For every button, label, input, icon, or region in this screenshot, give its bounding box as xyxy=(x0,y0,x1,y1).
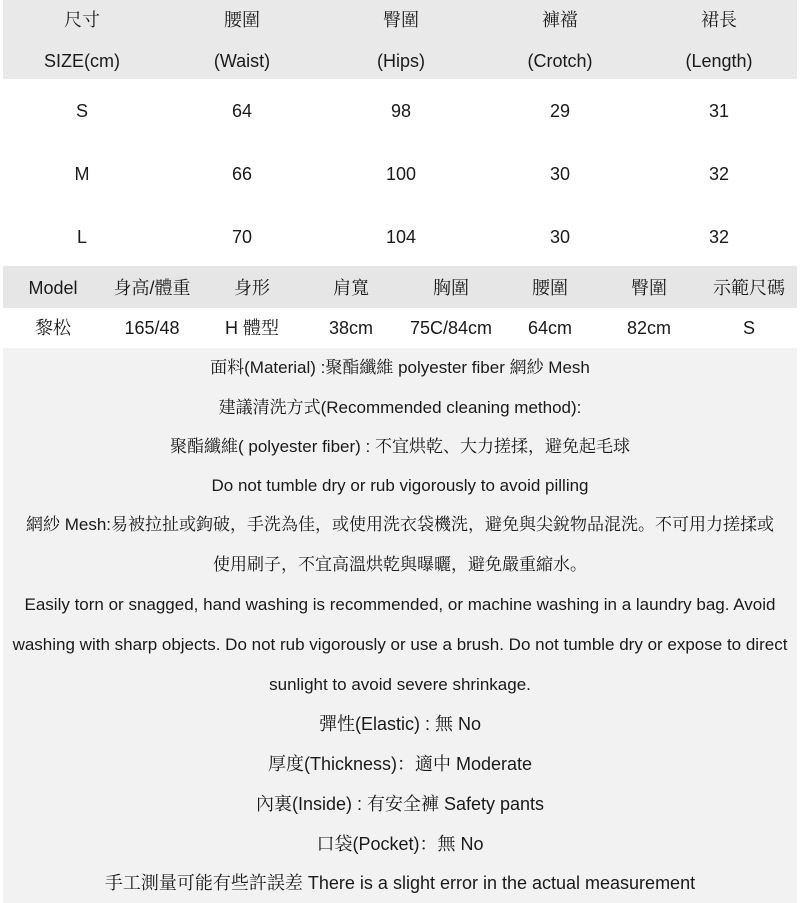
length-header-zh: 裙長 xyxy=(701,10,737,30)
table-cell: 29 xyxy=(549,101,571,121)
table-cell: 64 xyxy=(231,101,253,121)
model-header-cell: 臀圍 xyxy=(631,278,667,298)
model-cell: 82cm xyxy=(626,318,672,338)
pocket-line: 口袋(Pocket)：無 No xyxy=(316,834,484,854)
model-header-cell: 示範尺碼 xyxy=(713,278,785,298)
table-cell: 31 xyxy=(708,101,730,121)
model-header-cell: Model xyxy=(28,278,78,298)
waist-header-zh: 腰圍 xyxy=(224,10,260,30)
polyester-care-en: Do not tumble dry or rub vigorously to avoid pilling xyxy=(211,476,589,495)
size-header-en: SIZE(cm) xyxy=(44,51,120,71)
crotch-header-zh: 褲襠 xyxy=(542,10,578,30)
model-table-row xyxy=(3,308,797,348)
mesh-care-zh-line2: 使用刷子，不宜高溫烘乾與曝曬，避免嚴重縮水。 xyxy=(213,555,587,574)
mesh-care-en-line3: sunlight to avoid severe shrinkage. xyxy=(269,675,531,694)
model-cell: 38cm xyxy=(328,318,374,338)
table-cell: M xyxy=(74,164,90,184)
inside-line: 內裏(Inside) : 有安全褲 Safety pants xyxy=(255,794,545,814)
table-cell: 98 xyxy=(390,101,412,121)
model-header-cell: 身高/體重 xyxy=(113,278,191,298)
table-cell: L xyxy=(76,227,88,247)
table-cell: 66 xyxy=(231,164,253,184)
table-cell: 70 xyxy=(231,227,253,247)
waist-header-en: (Waist) xyxy=(213,51,271,71)
fabric-care-notes xyxy=(3,348,797,903)
length-header-en: (Length) xyxy=(685,51,753,71)
table-cell: S xyxy=(75,101,89,121)
table-cell: 30 xyxy=(549,227,571,247)
model-cell: H 體型 xyxy=(225,318,279,338)
material-line: 面料(Material) :聚酯纖維 polyester fiber 網紗 Mesh xyxy=(210,358,590,377)
model-cell: 黎松 xyxy=(35,318,71,338)
thickness-line: 厚度(Thickness)：適中 Moderate xyxy=(267,754,533,774)
model-cell: S xyxy=(742,318,756,338)
model-header-cell: 腰圍 xyxy=(532,278,568,298)
model-header-cell: 肩寬 xyxy=(333,278,369,298)
crotch-header-en: (Crotch) xyxy=(527,51,593,71)
model-cell: 64cm xyxy=(527,318,573,338)
table-cell: 32 xyxy=(708,227,730,247)
model-cell: 165/48 xyxy=(124,318,180,338)
model-cell: 75C/84cm xyxy=(409,318,493,338)
polyester-care-zh: 聚酯纖維( polyester fiber) : 不宜烘乾、大力搓揉，避免起毛球 xyxy=(170,437,630,456)
table-cell: 30 xyxy=(549,164,571,184)
table-cell: 100 xyxy=(385,164,417,184)
cleaning-method-heading: 建議清洗方式(Recommended cleaning method): xyxy=(218,398,582,417)
size-header-zh: 尺寸 xyxy=(64,10,100,30)
hips-header-en: (Hips) xyxy=(377,51,425,71)
table-cell: 32 xyxy=(708,164,730,184)
model-header-cell: 胸圍 xyxy=(433,278,469,298)
measurement-disclaimer: 手工測量可能有些許誤差 There is a slight error in the actual measurement xyxy=(104,873,696,893)
mesh-care-zh-line1: 網紗 Mesh:易被拉扯或鉤破，手洗為佳，或使用洗衣袋機洗，避免與尖銳物品混洗。不可用力搓揉或 xyxy=(25,515,774,534)
model-header-cell: 身形 xyxy=(234,278,270,298)
elastic-line: 彈性(Elastic) : 無 No xyxy=(318,714,482,734)
mesh-care-en-line2: washing with sharp objects. Do not rub vigorously or use a brush. Do not tumble dry or expose to direct xyxy=(12,635,788,654)
mesh-care-en-line1: Easily torn or snagged, hand washing is recommended, or machine washing in a laundry bag. Avoid xyxy=(24,595,776,614)
table-cell: 104 xyxy=(385,227,417,247)
hips-header-zh: 臀圍 xyxy=(383,10,419,30)
